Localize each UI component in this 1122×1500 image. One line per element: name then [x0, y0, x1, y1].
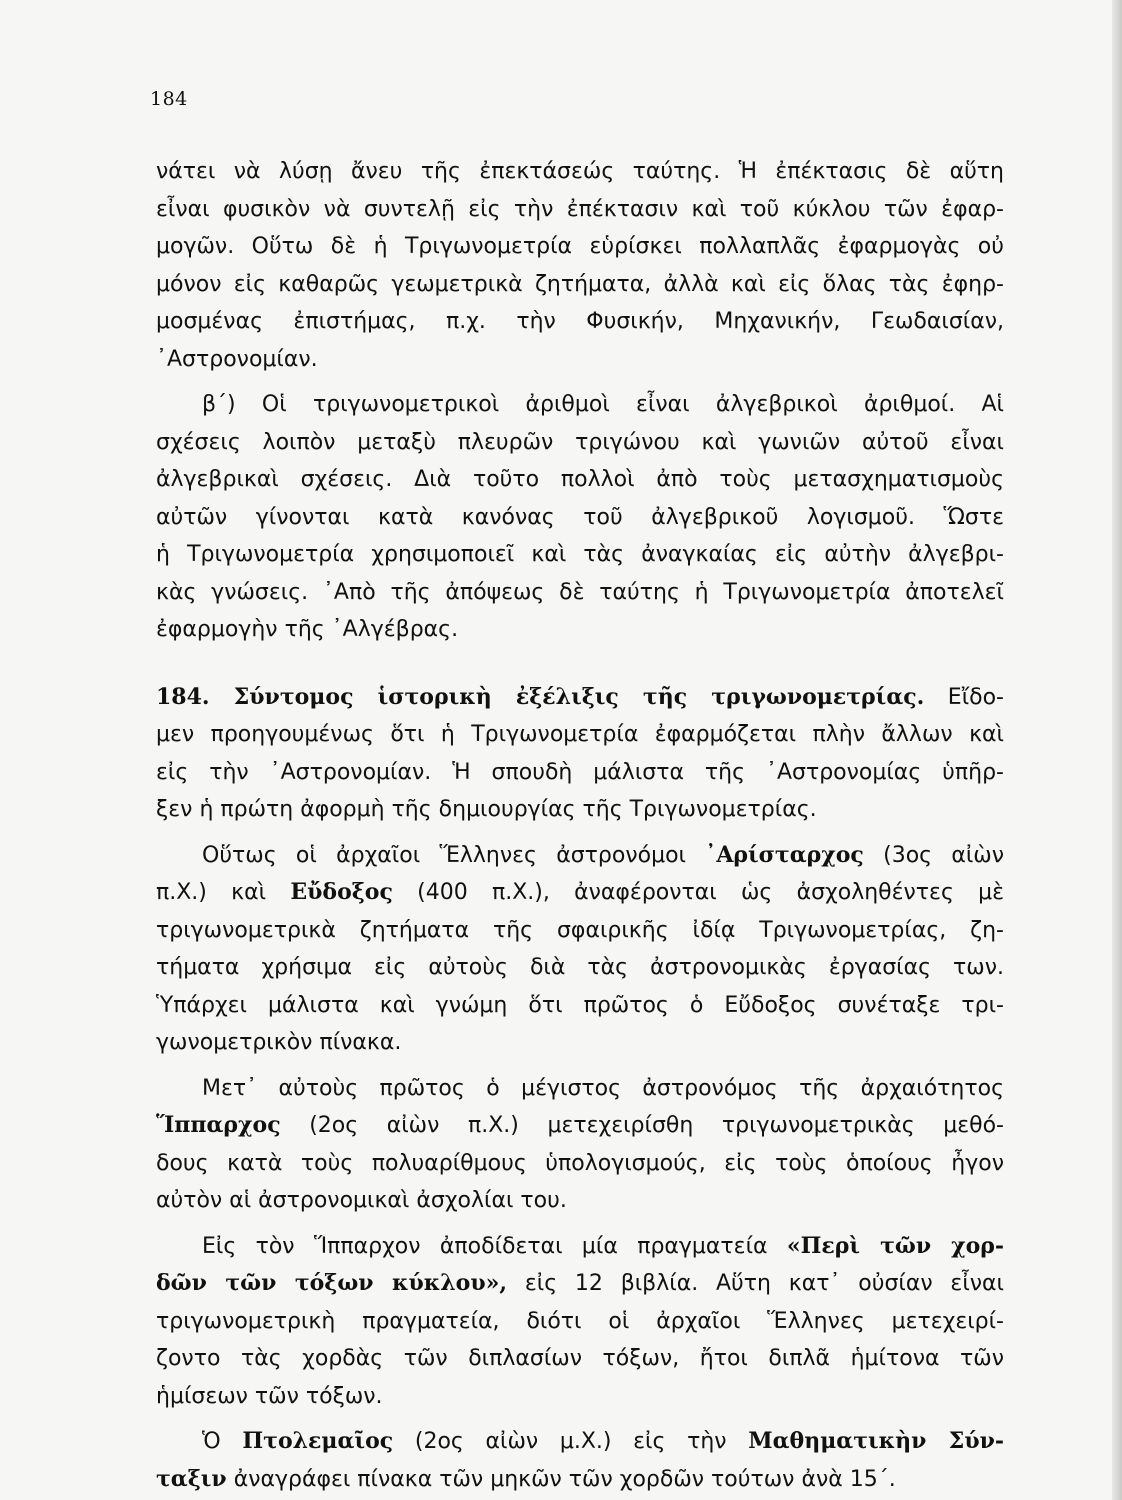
text-line: Μετ᾿ αὐτοὺς πρῶτος ὁ μέγιστος ἀστρονόμος τῆς ἀρχαιότητος: [202, 1075, 1004, 1101]
text-line: εἰς τὴν ᾿Αστρονομίαν. Ἡ σπουδὴ μάλιστα τῆς ᾿Αστρονομίας ὑπῆρ-: [156, 759, 1004, 785]
text-line: Ἵππαρχος (2ος αἰὼν π.Χ.) μετεχειρίσθη τριγωνομετρικὰς μεθό-: [156, 1112, 1004, 1138]
syntaxis-title: Μαθηματικὴν Σύν-: [748, 1428, 1004, 1454]
paragraph-1: [156, 153, 1004, 378]
text-line: αὐτῶν γίνονται κατὰ κανόνας τοῦ ἀλγεβρικοῦ λογισμοῦ. Ὥστε: [156, 504, 1004, 530]
name-hipparchus: Ἵππαρχος: [156, 1112, 281, 1138]
treatise-title: «Περὶ τῶν χορ-: [786, 1232, 1004, 1259]
section-184: [156, 679, 1004, 829]
text-line: νάτει νὰ λύσῃ ἄνευ τῆς ἐπεκτάσεώς ταύτης. Ἡ ἐπέκτασις δὲ αὕτη: [156, 159, 1004, 184]
text-line: τριγωνομετρικὰ ζητήματα τῆς σφαιρικῆς ἰδίᾳ Τριγωνομετρίας, ζη-: [156, 917, 1004, 943]
text-line: π.Χ.) καὶ Εὔδοξος (400 π.Χ.), ἀναφέρονται ὡς ἀσχοληθέντες μὲ: [156, 879, 1005, 905]
text-line: μόνον εἰς καθαρῶς γεωμετρικὰ ζητήματα, ἀλλὰ καὶ εἰς ὅλας τὰς ἐφηρ-: [156, 271, 1004, 297]
name-ptolemy: Πτολεμαῖος: [242, 1428, 394, 1454]
text-line: μεν προηγουμένως ὅτι ἡ Τριγωνομετρία ἐφαρμόζεται πλὴν ἄλλων καὶ: [156, 722, 1004, 747]
text-line: ξεν ἡ πρώτη ἀφορμὴ τῆς δημιουργίας τῆς Τριγωνομετρίας.: [156, 797, 817, 822]
text-line: δους κατὰ τοὺς πολυαρίθμους ὑπολογισμούς, εἰς τοὺς ὁποίους ἦγον: [156, 1150, 1004, 1176]
text-line: Ὑπάρχει μάλιστα καὶ γνώμη ὅτι πρῶτος ὁ Εὔδοξος συνέταξε τρι-: [156, 992, 1004, 1018]
text-line: γωνομετρικὸν πίνακα.: [156, 1030, 402, 1055]
text-line: Οὕτως οἱ ἀρχαῖοι Ἕλληνες ἀστρονόμοι ᾿Αρίσταρχος (3ος αἰὼν: [202, 841, 1005, 868]
paragraph-7: [156, 1423, 1004, 1498]
page-number: 184: [150, 88, 188, 110]
paragraph-2: [156, 386, 1004, 649]
text-line: κὰς γνώσεις. ᾿Απὸ τῆς ἀπόψεως δὲ ταύτης ἡ Τριγωνομετρία ἀποτελεῖ: [156, 579, 1004, 605]
text-line: ἡ Τριγωνομετρία χρησιμοποιεῖ καὶ τὰς ἀναγκαίας εἰς αὐτὴν ἀλγεβρι-: [156, 542, 1004, 567]
name-eudoxus: Εὔδοξος: [290, 879, 393, 905]
text-line: ζοντο τὰς χορδὰς τῶν διπλασίων τόξων, ἤτοι διπλᾶ ἡμίτονα τῶν: [156, 1346, 1004, 1371]
text-line: ταξιν ἀναγράφει πίνακα τῶν μηκῶν τῶν χορδῶν τούτων ἀνὰ 15΄.: [156, 1465, 896, 1492]
text-line: ᾿Αστρονομίαν.: [156, 346, 318, 372]
text-line: Ὁ Πτολεμαῖος (2ος αἰὼν μ.Χ.) εἰς τὴν Μαθηματικὴν Σύν-: [202, 1428, 1004, 1454]
text-line: μογῶν. Οὕτω δὲ ἡ Τριγωνομετρία εὑρίσκει πολλαπλᾶς ἐφαρμογὰς οὐ: [156, 234, 1004, 259]
text-line: Εἰς τὸν Ἵππαρχον ἀποδίδεται μία πραγματεία «Περὶ τῶν χορ-: [202, 1232, 1004, 1259]
syntaxis-title-cont: ταξιν: [156, 1465, 227, 1492]
text-line: β΄) Οἱ τριγωνομετρικοὶ ἀριθμοὶ εἶναι ἀλγεβρικοὶ ἀριθμοί. Αἱ: [202, 392, 1004, 417]
text-line: τριγωνομετρικὴ πραγματεία, διότι οἱ ἀρχαῖοι Ἕλληνες μετεχειρί-: [156, 1308, 1004, 1334]
page-edge: [1112, 0, 1122, 1500]
section-heading: 184. Σύντομος ἱστορικὴ ἐξέλιξις τῆς τριγωνομετρίας.: [156, 683, 925, 710]
page-body: [156, 153, 1004, 1498]
text-line: μοσμένας ἐπιστήμας, π.χ. τὴν Φυσικήν, Μηχανικήν, Γεωδαισίαν,: [156, 309, 1004, 334]
text-line: αὐτὸν αἱ ἀστρονομικαὶ ἀσχολίαι του.: [156, 1188, 567, 1213]
text-line: ἡμίσεων τῶν τόξων.: [156, 1383, 383, 1409]
text-line: τήματα χρήσιμα εἰς αὐτοὺς διὰ τὰς ἀστρονομικὰς ἐργασίας των.: [156, 955, 1004, 980]
text-line: σχέσεις λοιπὸν μεταξὺ πλευρῶν τριγώνου καὶ γωνιῶν αὐτοῦ εἶναι: [156, 429, 1004, 455]
text-line: δῶν τῶν τόξων κύκλου», εἰς 12 βιβλία. Αὕτη κατ᾿ οὐσίαν εἶναι: [156, 1270, 1005, 1296]
text-line: εἶναι φυσικὸν νὰ συντελῇ εἰς τὴν ἐπέκτασιν καὶ τοῦ κύκλου τῶν ἐφαρ-: [156, 196, 1004, 222]
paragraph-5: [156, 1070, 1004, 1220]
treatise-title-cont: δῶν τῶν τόξων κύκλου»,: [156, 1270, 508, 1296]
paragraph-6: [156, 1228, 1004, 1416]
paragraph-4: [156, 837, 1004, 1062]
text-line: ἀλγεβρικαὶ σχέσεις. Διὰ τοῦτο πολλοὶ ἀπὸ τοὺς μετασχηματισμοὺς: [156, 467, 1004, 492]
text-line: 184. Σύντομος ἱστορικὴ ἐξέλιξις τῆς τριγωνομετρίας. Εἴδο-: [156, 683, 1004, 710]
text-line: ἐφαρμογὴν τῆς ᾿Αλγέβρας.: [156, 617, 459, 642]
name-aristarchus: ᾿Αρίσταρχος: [705, 841, 864, 868]
